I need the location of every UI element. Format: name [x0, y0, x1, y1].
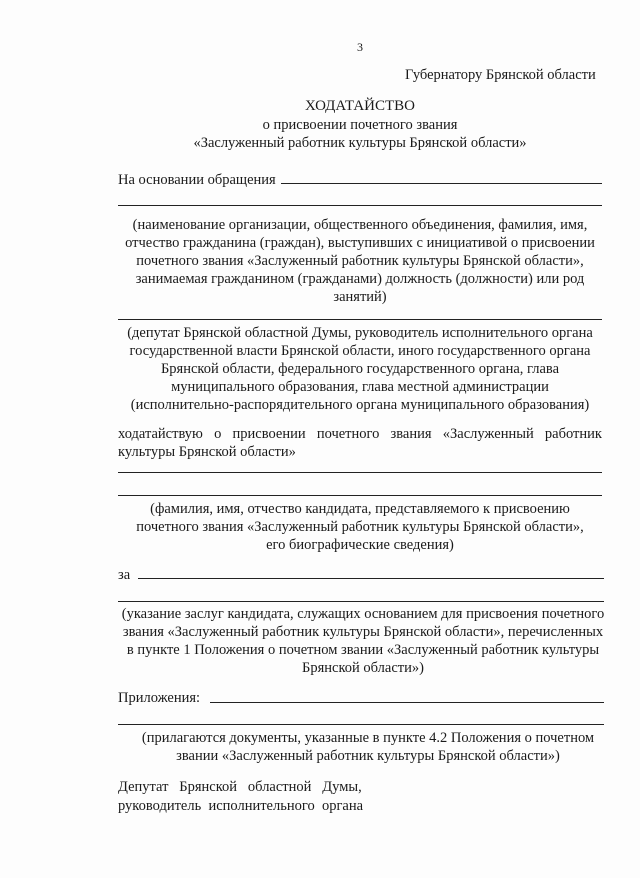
candidate-fill-line-1 — [118, 472, 602, 473]
petition-word: присвоении — [232, 426, 306, 442]
signature-line-2: руководитель исполнительного органа — [118, 798, 364, 814]
note-line: почетного звания «Заслуженный работник культуры Брянской области», — [136, 253, 584, 269]
merits-fill-line-1 — [138, 578, 604, 579]
note-line: занимаемая гражданином (гражданами) должность (должности) или род — [135, 271, 585, 287]
note-line: (указание заслуг кандидата, служащих основанием для присвоения почетного — [121, 606, 605, 622]
merits-fill-line-2 — [118, 601, 604, 602]
note-candidate — [118, 500, 602, 554]
petition-word: о — [214, 426, 222, 442]
petition-word: почетного — [316, 426, 380, 442]
note-line: Брянской области») — [302, 660, 424, 676]
basis-fill-line-2 — [118, 205, 602, 206]
note-line: (депутат Брянской областной Думы, руководитель исполнительного органа — [127, 325, 593, 341]
note-line: его биографические сведения) — [266, 537, 454, 553]
note-line: муниципального образования, глава местной администрации — [171, 379, 549, 395]
petition-line-1 — [118, 425, 602, 443]
petition-word: звания — [390, 426, 432, 442]
for-label: за — [118, 567, 131, 583]
attachments-fill-line-2 — [118, 724, 604, 725]
petition-word: работник — [544, 426, 602, 442]
basis-label: На основании обращения — [118, 172, 276, 188]
note-line: звания «Заслуженный работник культуры Брянской области», перечисленных — [122, 624, 604, 640]
document-title: ХОДАТАЙСТВО — [305, 98, 415, 114]
petition-line-2: культуры Брянской области» — [118, 444, 296, 460]
note-line: (исполнительно-распорядительного органа муниципального образования) — [130, 397, 590, 413]
page-number: 3 — [357, 40, 363, 54]
attachments-fill-line-1 — [210, 702, 604, 703]
basis-fill-line — [281, 183, 602, 184]
note-line: Брянской области, федерального государственного органа, глава — [160, 361, 560, 377]
note-line: почетного звания «Заслуженный работник культуры Брянской области», — [136, 519, 584, 535]
note-line: звании «Заслуженный работник культуры Брянской области») — [176, 748, 560, 764]
note-merits — [118, 605, 608, 677]
note-attachments — [118, 729, 618, 765]
candidate-fill-line-2 — [118, 495, 602, 496]
note-organization — [118, 216, 602, 306]
note-line: (наименование организации, общественного объединения, фамилия, имя, — [132, 217, 588, 233]
document-subtitle-1: о присвоении почетного звания — [262, 117, 458, 133]
note-line: государственной власти Брянской области, иного государственного органа — [129, 343, 591, 359]
document-subtitle-2: «Заслуженный работник культуры Брянской области» — [193, 135, 527, 151]
note-deputy — [118, 324, 602, 414]
note-line: занятий) — [333, 289, 387, 305]
note-line: в пункте 1 Положения о почетном звании «Заслуженный работник культуры — [126, 642, 600, 658]
note-line: (фамилия, имя, отчество кандидата, представляемого к присвоению — [150, 501, 570, 517]
signature-line-1: Депутат Брянской областной Думы, — [118, 779, 362, 795]
petition-word: «Заслуженный — [442, 426, 534, 442]
petition-word: ходатайствую — [118, 426, 203, 442]
addressee: Губернатору Брянской области — [405, 67, 596, 83]
deputy-fill-line — [118, 319, 602, 320]
attachments-label: Приложения: — [118, 690, 201, 706]
note-line: (прилагаются документы, указанные в пункте 4.2 Положения о почетном — [141, 730, 595, 746]
note-line: отчество гражданина (граждан), выступивших с инициативой о присвоении — [125, 235, 595, 251]
